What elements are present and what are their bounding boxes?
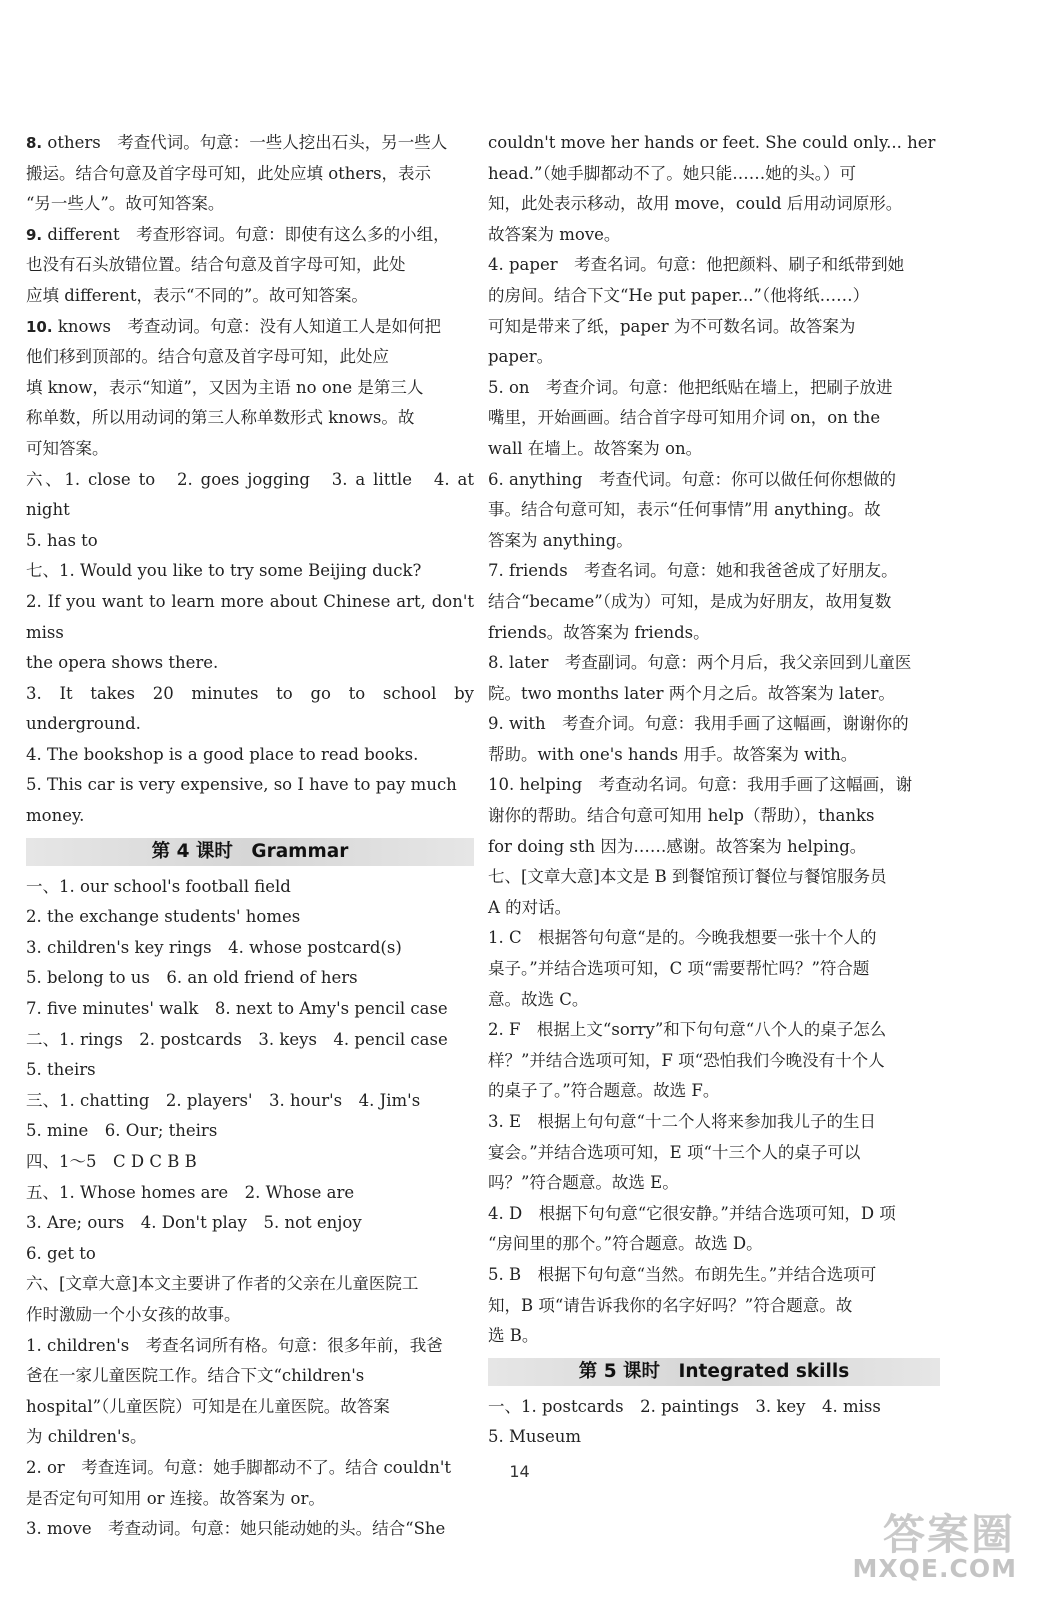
text-line xyxy=(488,1422,940,1453)
text-line xyxy=(26,526,474,557)
line-text: 可知是带来了纸，paper 为不可数名词。故答案为 xyxy=(488,316,856,336)
text-line xyxy=(26,1392,474,1423)
text-line xyxy=(26,465,474,526)
line-text: 6. anything 考查代词。句意：你可以做任何你想做的 xyxy=(488,469,896,489)
watermark-url: MXQE.COM xyxy=(852,1554,1017,1583)
text-line xyxy=(26,159,474,190)
line-text: hospital”（儿童医院）可知是在儿童医院。故答案 xyxy=(26,1396,390,1416)
text-line xyxy=(488,159,940,190)
line-text: 4. paper 考查名词。句意：他把颜料、刷子和纸带到她 xyxy=(488,255,905,275)
line-text: 选 B。 xyxy=(488,1326,539,1346)
line-text: 6. get to xyxy=(26,1243,96,1263)
line-text: 也没有石头放错位置。结合句意及首字母可知，此处 xyxy=(26,255,406,275)
line-text: 9. with 考查介词。句意：我用手画了这幅画，谢谢你的 xyxy=(488,714,909,734)
text-line xyxy=(488,648,940,679)
line-text: 作时激励一个小女孩的故事。 xyxy=(26,1304,241,1324)
text-line xyxy=(488,1168,940,1199)
line-text: money. xyxy=(26,806,85,826)
line-text: 1. children's 考查名词所有格。句意：很多年前，我爸 xyxy=(26,1335,443,1355)
line-text: 一、1. postcards 2. paintings 3. key 4. miss xyxy=(488,1396,881,1416)
text-line xyxy=(26,342,474,373)
text-line xyxy=(488,740,940,771)
text-line xyxy=(488,893,940,924)
watermark-text: 答案圈 xyxy=(882,1510,1015,1559)
text-line xyxy=(488,709,940,740)
text-line xyxy=(26,1331,474,1362)
text-line xyxy=(26,770,474,801)
line-text: 5. B 根据下句句意“当然。布朗先生。”并结合选项可 xyxy=(488,1264,877,1284)
text-line xyxy=(26,801,474,832)
text-line xyxy=(488,373,940,404)
text-line xyxy=(26,933,474,964)
text-line xyxy=(488,801,940,832)
line-text: 8. later 考查副词。句意：两个月后，我父亲回到儿童医 xyxy=(488,653,912,673)
line-text: 4. The bookshop is a good place to read books. xyxy=(26,744,419,764)
line-text: 七、[文章大意]本文是 B 到餐馆预订餐位与餐馆服务员 xyxy=(488,867,887,887)
text-line xyxy=(26,587,474,648)
text-line xyxy=(488,556,940,587)
line-text: 5. Museum xyxy=(488,1427,582,1447)
section-header-lesson-5: 第 5 课时 Integrated skills xyxy=(488,1358,940,1386)
line-text: 吗？”符合题意。故选 E。 xyxy=(488,1173,679,1193)
line-text: 院。two months later 两个月之后。故答案为 later。 xyxy=(488,683,895,703)
text-line xyxy=(26,1361,474,1392)
line-text: 意。故选 C。 xyxy=(488,989,589,1009)
text-line xyxy=(488,465,940,496)
line-text: A 的对话。 xyxy=(488,897,572,917)
line-text: couldn't move her hands or feet. She could only... her xyxy=(488,133,936,152)
line-text: 称单数，所以用动词的第三人称单数形式 knows。故 xyxy=(26,408,415,428)
text-line xyxy=(488,189,940,220)
line-text: 7. five minutes' walk 8. next to Amy's pencil case xyxy=(26,999,448,1019)
text-line xyxy=(488,403,940,434)
text-line xyxy=(488,495,940,526)
line-text: “另一些人”。故可知答案。 xyxy=(26,194,225,214)
line-text: different 考查形容词。句意：即使有这么多的小组， xyxy=(42,224,450,244)
text-line xyxy=(488,1291,940,1322)
text-line xyxy=(26,434,474,465)
text-line xyxy=(488,250,940,281)
text-line xyxy=(26,648,474,679)
line-text: 他们移到顶部的。结合句意及首字母可知，此处应 xyxy=(26,347,389,367)
line-text: 5. belong to us 6. an old friend of hers xyxy=(26,968,358,988)
line-text: 4. D 根据下句句意“它很安静。”并结合选项可知，D 项 xyxy=(488,1203,896,1223)
text-line xyxy=(488,587,940,618)
item-number: 8. xyxy=(26,134,43,152)
line-text: 5. has to xyxy=(26,530,98,550)
line-text: 5. on 考查介词。句意：他把纸贴在墙上，把刷子放进 xyxy=(488,377,893,397)
line-text: 填 know，表示“知道”，又因为主语 no one 是第三人 xyxy=(26,377,424,397)
text-line xyxy=(488,1229,940,1260)
text-line xyxy=(488,618,940,649)
text-line xyxy=(488,1076,940,1107)
line-text: 六、[文章大意]本文主要讲了作者的父亲在儿童医院工 xyxy=(26,1274,419,1294)
line-text: 七、1. Would you like to try some Beijing duck? xyxy=(26,561,422,581)
text-line xyxy=(26,312,474,343)
left-column xyxy=(26,128,474,1545)
line-text: 宴会。”并结合选项可知，E 项“十三个人的桌子可以 xyxy=(488,1142,861,1162)
text-line xyxy=(488,985,940,1016)
text-line xyxy=(488,862,940,893)
line-text: 五、1. Whose homes are 2. Whose are xyxy=(26,1182,355,1202)
line-text: head.”（她手脚都动不了。她只能……她的头。）可 xyxy=(488,163,856,183)
text-line xyxy=(488,1015,940,1046)
line-text: 的房间。结合下文“He put paper...”（他将纸……） xyxy=(488,285,870,305)
line-text: 应填 different，表示“不同的”。故可知答案。 xyxy=(26,285,368,305)
text-line xyxy=(488,312,940,343)
line-text: 知，B 项“请告诉我你的名字好吗？”符合题意。故 xyxy=(488,1295,853,1315)
text-line xyxy=(26,1422,474,1453)
line-text: 3. It takes 20 minutes to go to school by underground. xyxy=(26,683,474,734)
text-line xyxy=(26,189,474,220)
line-text: knows 考查动词。句意：没有人知道工人是如何把 xyxy=(52,316,441,336)
text-line xyxy=(488,1107,940,1138)
text-line xyxy=(26,994,474,1025)
text-line xyxy=(26,250,474,281)
text-line xyxy=(488,342,940,373)
text-line xyxy=(26,1178,474,1209)
text-line xyxy=(26,128,474,159)
text-line xyxy=(488,1199,940,1230)
left-text-block-2 xyxy=(26,872,474,1545)
line-text: friends。故答案为 friends。 xyxy=(488,622,710,642)
left-text-block-1 xyxy=(26,128,474,832)
text-line xyxy=(26,1208,474,1239)
line-text: 谢你的帮助。结合句意可知用 help（帮助），thanks xyxy=(488,806,875,826)
line-text: 2. the exchange students' homes xyxy=(26,907,301,927)
text-line xyxy=(488,954,940,985)
text-line xyxy=(26,679,474,740)
text-line xyxy=(488,220,940,251)
text-line xyxy=(26,1055,474,1086)
line-text: 六、1. close to 2. goes jogging 3. a little 4. at night xyxy=(26,469,474,520)
line-text: 7. friends 考查名词。句意：她和我爸爸成了好朋友。 xyxy=(488,561,898,581)
text-line xyxy=(26,403,474,434)
text-line xyxy=(488,1392,940,1423)
line-text: wall 在墙上。故答案为 on。 xyxy=(488,438,703,458)
item-number: 9. xyxy=(26,225,43,244)
line-text: the opera shows there. xyxy=(26,653,219,673)
text-line xyxy=(26,872,474,903)
text-line xyxy=(26,1086,474,1117)
line-text: 结合“became”（成为）可知，是成为好朋友，故用复数 xyxy=(488,591,892,611)
line-text: 10. helping 考查动名词。句意：我用手画了这幅画，谢 xyxy=(488,775,913,795)
line-text: 5. This car is very expensive, so I have to pay much xyxy=(26,775,457,795)
text-line xyxy=(488,1260,940,1291)
text-line xyxy=(488,1046,940,1077)
line-text: 知，此处表示移动，故用 move，could 后用动词原形。 xyxy=(488,194,903,214)
line-text: 3. move 考查动词。句意：她只能动她的头。结合“She xyxy=(26,1519,446,1539)
watermark-logo xyxy=(821,1502,1021,1588)
line-text: 是否定句可知用 or 连接。故答案为 or。 xyxy=(26,1488,325,1508)
text-line xyxy=(488,128,940,159)
text-line xyxy=(488,526,940,557)
text-line xyxy=(26,1116,474,1147)
text-line xyxy=(26,740,474,771)
line-text: 四、1～5 C D C B B xyxy=(26,1152,197,1171)
line-text: 2. F 根据上文“sorry”和下句句意“八个人的桌子怎么 xyxy=(488,1020,887,1040)
line-text: 1. C 根据答句句意“是的。今晚我想要一张十个人的 xyxy=(488,928,877,948)
line-text: 3. children's key rings 4. whose postcard(s) xyxy=(26,937,402,957)
right-text-block-1 xyxy=(488,128,940,1352)
line-text: 帮助。with one's hands 用手。故答案为 with。 xyxy=(488,744,858,764)
item-number: 10. xyxy=(26,317,53,336)
text-line xyxy=(488,434,940,465)
line-text: 事。结合句意可知，表示“任何事情”用 anything。故 xyxy=(488,500,881,520)
right-column xyxy=(488,128,940,1453)
line-text: others 考查代词。句意：一些人挖出石头，另一些人 xyxy=(42,133,448,152)
line-text: 2. If you want to learn more about Chinese art, don't miss xyxy=(26,591,474,642)
line-text: 三、1. chatting 2. players' 3. hour's 4. Jim's xyxy=(26,1090,421,1110)
line-text: 二、1. rings 2. postcards 3. keys 4. pencil case xyxy=(26,1029,448,1049)
line-text: 故答案为 move。 xyxy=(488,224,621,244)
text-line xyxy=(488,832,940,863)
line-text: 爸在一家儿童医院工作。结合下文“children's xyxy=(26,1366,365,1386)
text-line xyxy=(26,1269,474,1300)
text-line xyxy=(26,1239,474,1270)
line-text: 搬运。结合句意及首字母可知，此处应填 others，表示 xyxy=(26,163,432,183)
line-text: 一、1. our school's football field xyxy=(26,876,291,896)
text-line xyxy=(26,902,474,933)
text-line xyxy=(26,1300,474,1331)
line-text: 的桌子了。”符合题意。故选 F。 xyxy=(488,1081,720,1101)
text-line xyxy=(488,1138,940,1169)
page-number: 14 xyxy=(509,1462,530,1481)
line-text: 为 children's。 xyxy=(26,1427,147,1447)
text-line xyxy=(26,281,474,312)
text-line xyxy=(26,1147,474,1178)
text-line xyxy=(26,220,474,251)
right-text-block-2 xyxy=(488,1392,940,1453)
line-text: 可知答案。 xyxy=(26,438,109,458)
text-line xyxy=(488,1321,940,1352)
line-text: 3. E 根据上句句意“十二个人将来参加我儿子的生日 xyxy=(488,1112,876,1131)
text-line xyxy=(26,556,474,587)
text-line xyxy=(488,923,940,954)
line-text: for doing sth 因为……感谢。故答案为 helping。 xyxy=(488,836,867,856)
line-text: 嘴里，开始画画。结合首字母可知用介词 on，on the xyxy=(488,408,881,428)
line-text: 答案为 anything。 xyxy=(488,530,633,550)
text-line xyxy=(488,679,940,710)
section-header-lesson-4: 第 4 课时 Grammar xyxy=(26,838,474,866)
text-line xyxy=(26,963,474,994)
line-text: 2. or 考查连词。句意：她手脚都动不了。结合 couldn't xyxy=(26,1457,451,1477)
text-line xyxy=(26,1025,474,1056)
text-line xyxy=(26,373,474,404)
line-text: paper。 xyxy=(488,347,554,367)
line-text: “房间里的那个。”符合题意。故选 D。 xyxy=(488,1234,763,1254)
text-line xyxy=(26,1514,474,1545)
text-line xyxy=(26,1484,474,1515)
line-text: 5. theirs xyxy=(26,1060,96,1080)
text-line xyxy=(488,281,940,312)
line-text: 3. Are; ours 4. Don't play 5. not enjoy xyxy=(26,1213,362,1233)
line-text: 样？”并结合选项可知，F 项“恐怕我们今晚没有十个人 xyxy=(488,1050,885,1070)
line-text: 桌子。”并结合选项可知，C 项“需要帮忙吗？”符合题 xyxy=(488,959,870,979)
line-text: 5. mine 6. Our; theirs xyxy=(26,1121,218,1141)
text-line xyxy=(488,770,940,801)
